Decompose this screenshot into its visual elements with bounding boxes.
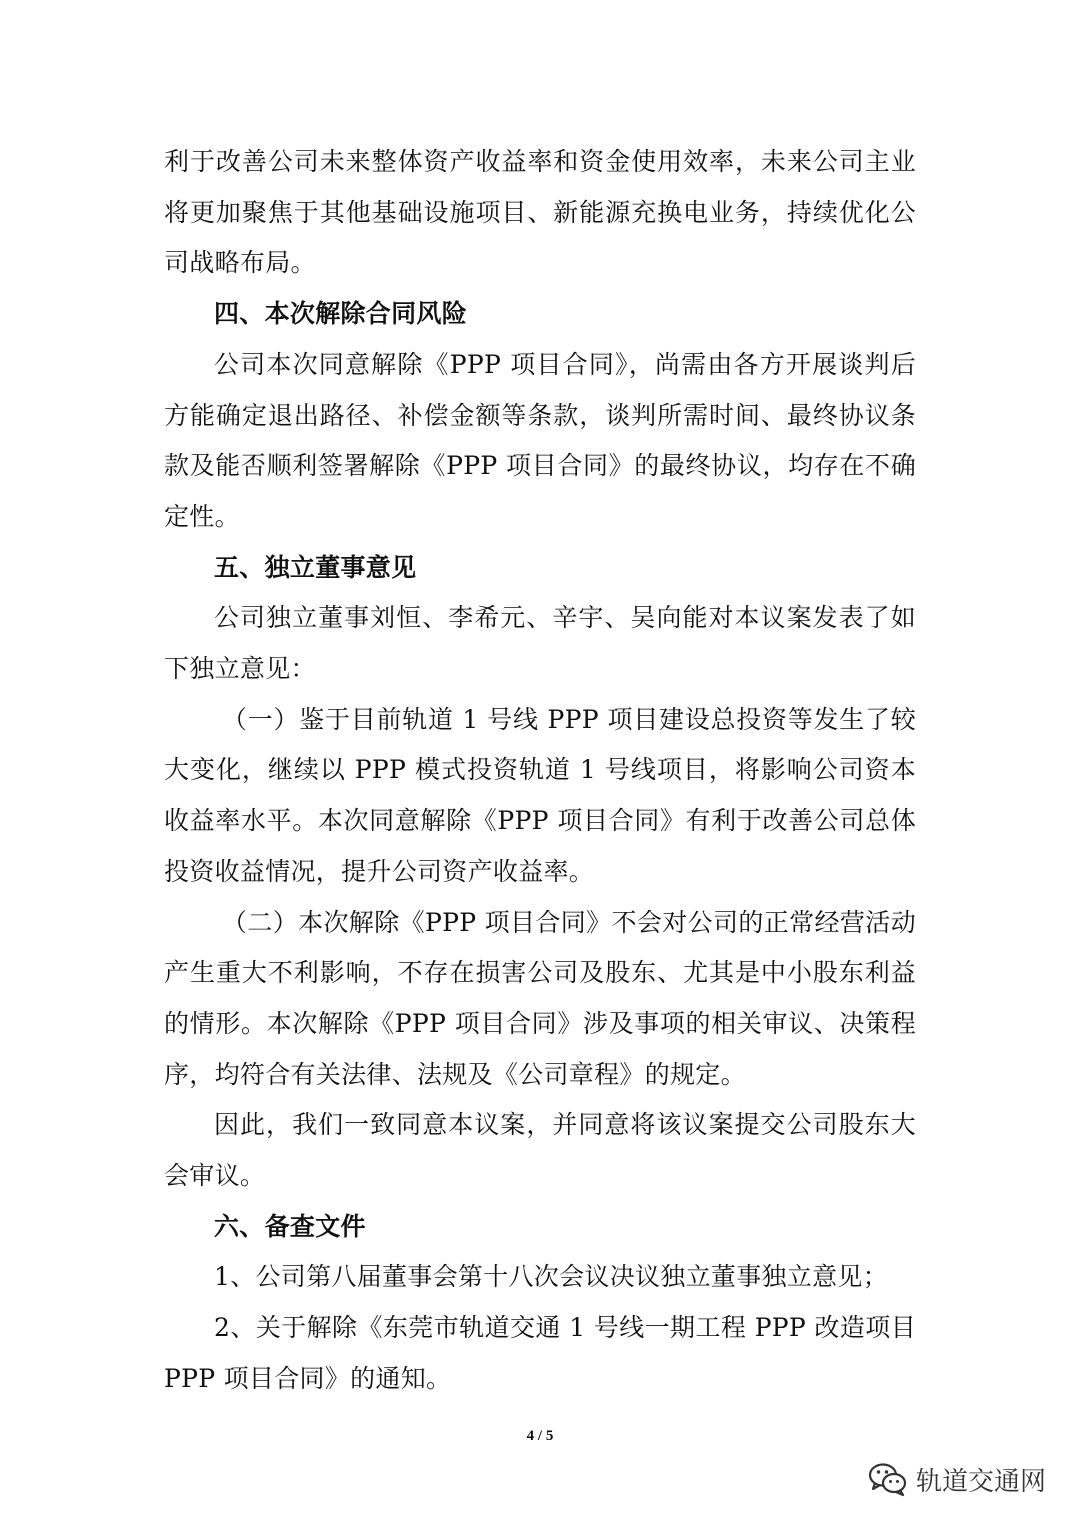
paragraph-director-intro: 公司独立董事刘恒、李希元、辛宇、吴向能对本议案发表了如下独立意见： <box>164 603 916 684</box>
paragraph-conclusion: 因此，我们一致同意本议案，并同意将该议案提交公司股东大会审议。 <box>164 1110 916 1191</box>
document-body <box>164 137 916 1405</box>
heading-reference-documents: 六、备查文件 <box>214 1211 366 1241</box>
paragraph-contract-risk: 公司本次同意解除《PPP 项目合同》，尚需由各方开展谈判后方能确定退出路径、补偿金额等条款，谈判所需时间、最终协议条款及能否顺利签署解除《PPP 项目合同》的最终协议，均存在不确定性。 <box>164 349 916 531</box>
page-number: 4 / 5 <box>526 1428 554 1444</box>
heading-independent-director-opinion: 五、独立董事意见 <box>214 552 417 582</box>
watermark <box>868 1457 1046 1501</box>
wechat-icon <box>868 1461 908 1497</box>
reference-item-1: 1、公司第八届董事会第十八次会议决议独立董事独立意见； <box>214 1262 889 1292</box>
paragraph-opinion-one: （一）鉴于目前轨道 1 号线 PPP 项目建设总投资等发生了较大变化，继续以 PPP 模式投资轨道 1 号线项目，将影响公司资本收益率水平。本次同意解除《PPP 项目合同》有利于改善公司总体投资收益情况，提升公司资产收益率。 <box>164 704 916 886</box>
watermark-text: 轨道交通网 <box>916 1466 1047 1497</box>
paragraph-opinion-two: （二）本次解除《PPP 项目合同》不会对公司的正常经营活动产生重大不利影响，不存在损害公司及股东、尤其是中小股东利益的情形。本次解除《PPP 项目合同》涉及事项的相关审议、决策程序，均符合有关法律、法规及《公司章程》的规定。 <box>164 907 916 1089</box>
paragraph-strategy-continuation: 利于改善公司未来整体资产收益率和资金使用效率，未来公司主业将更加聚焦于其他基础设施项目、新能源充换电业务，持续优化公司战略布局。 <box>164 147 916 278</box>
heading-contract-risk: 四、本次解除合同风险 <box>214 299 468 329</box>
reference-item-2: 2、关于解除《东莞市轨道交通 1 号线一期工程 PPP 改造项目 PPP 项目合同》的通知。 <box>164 1313 916 1393</box>
